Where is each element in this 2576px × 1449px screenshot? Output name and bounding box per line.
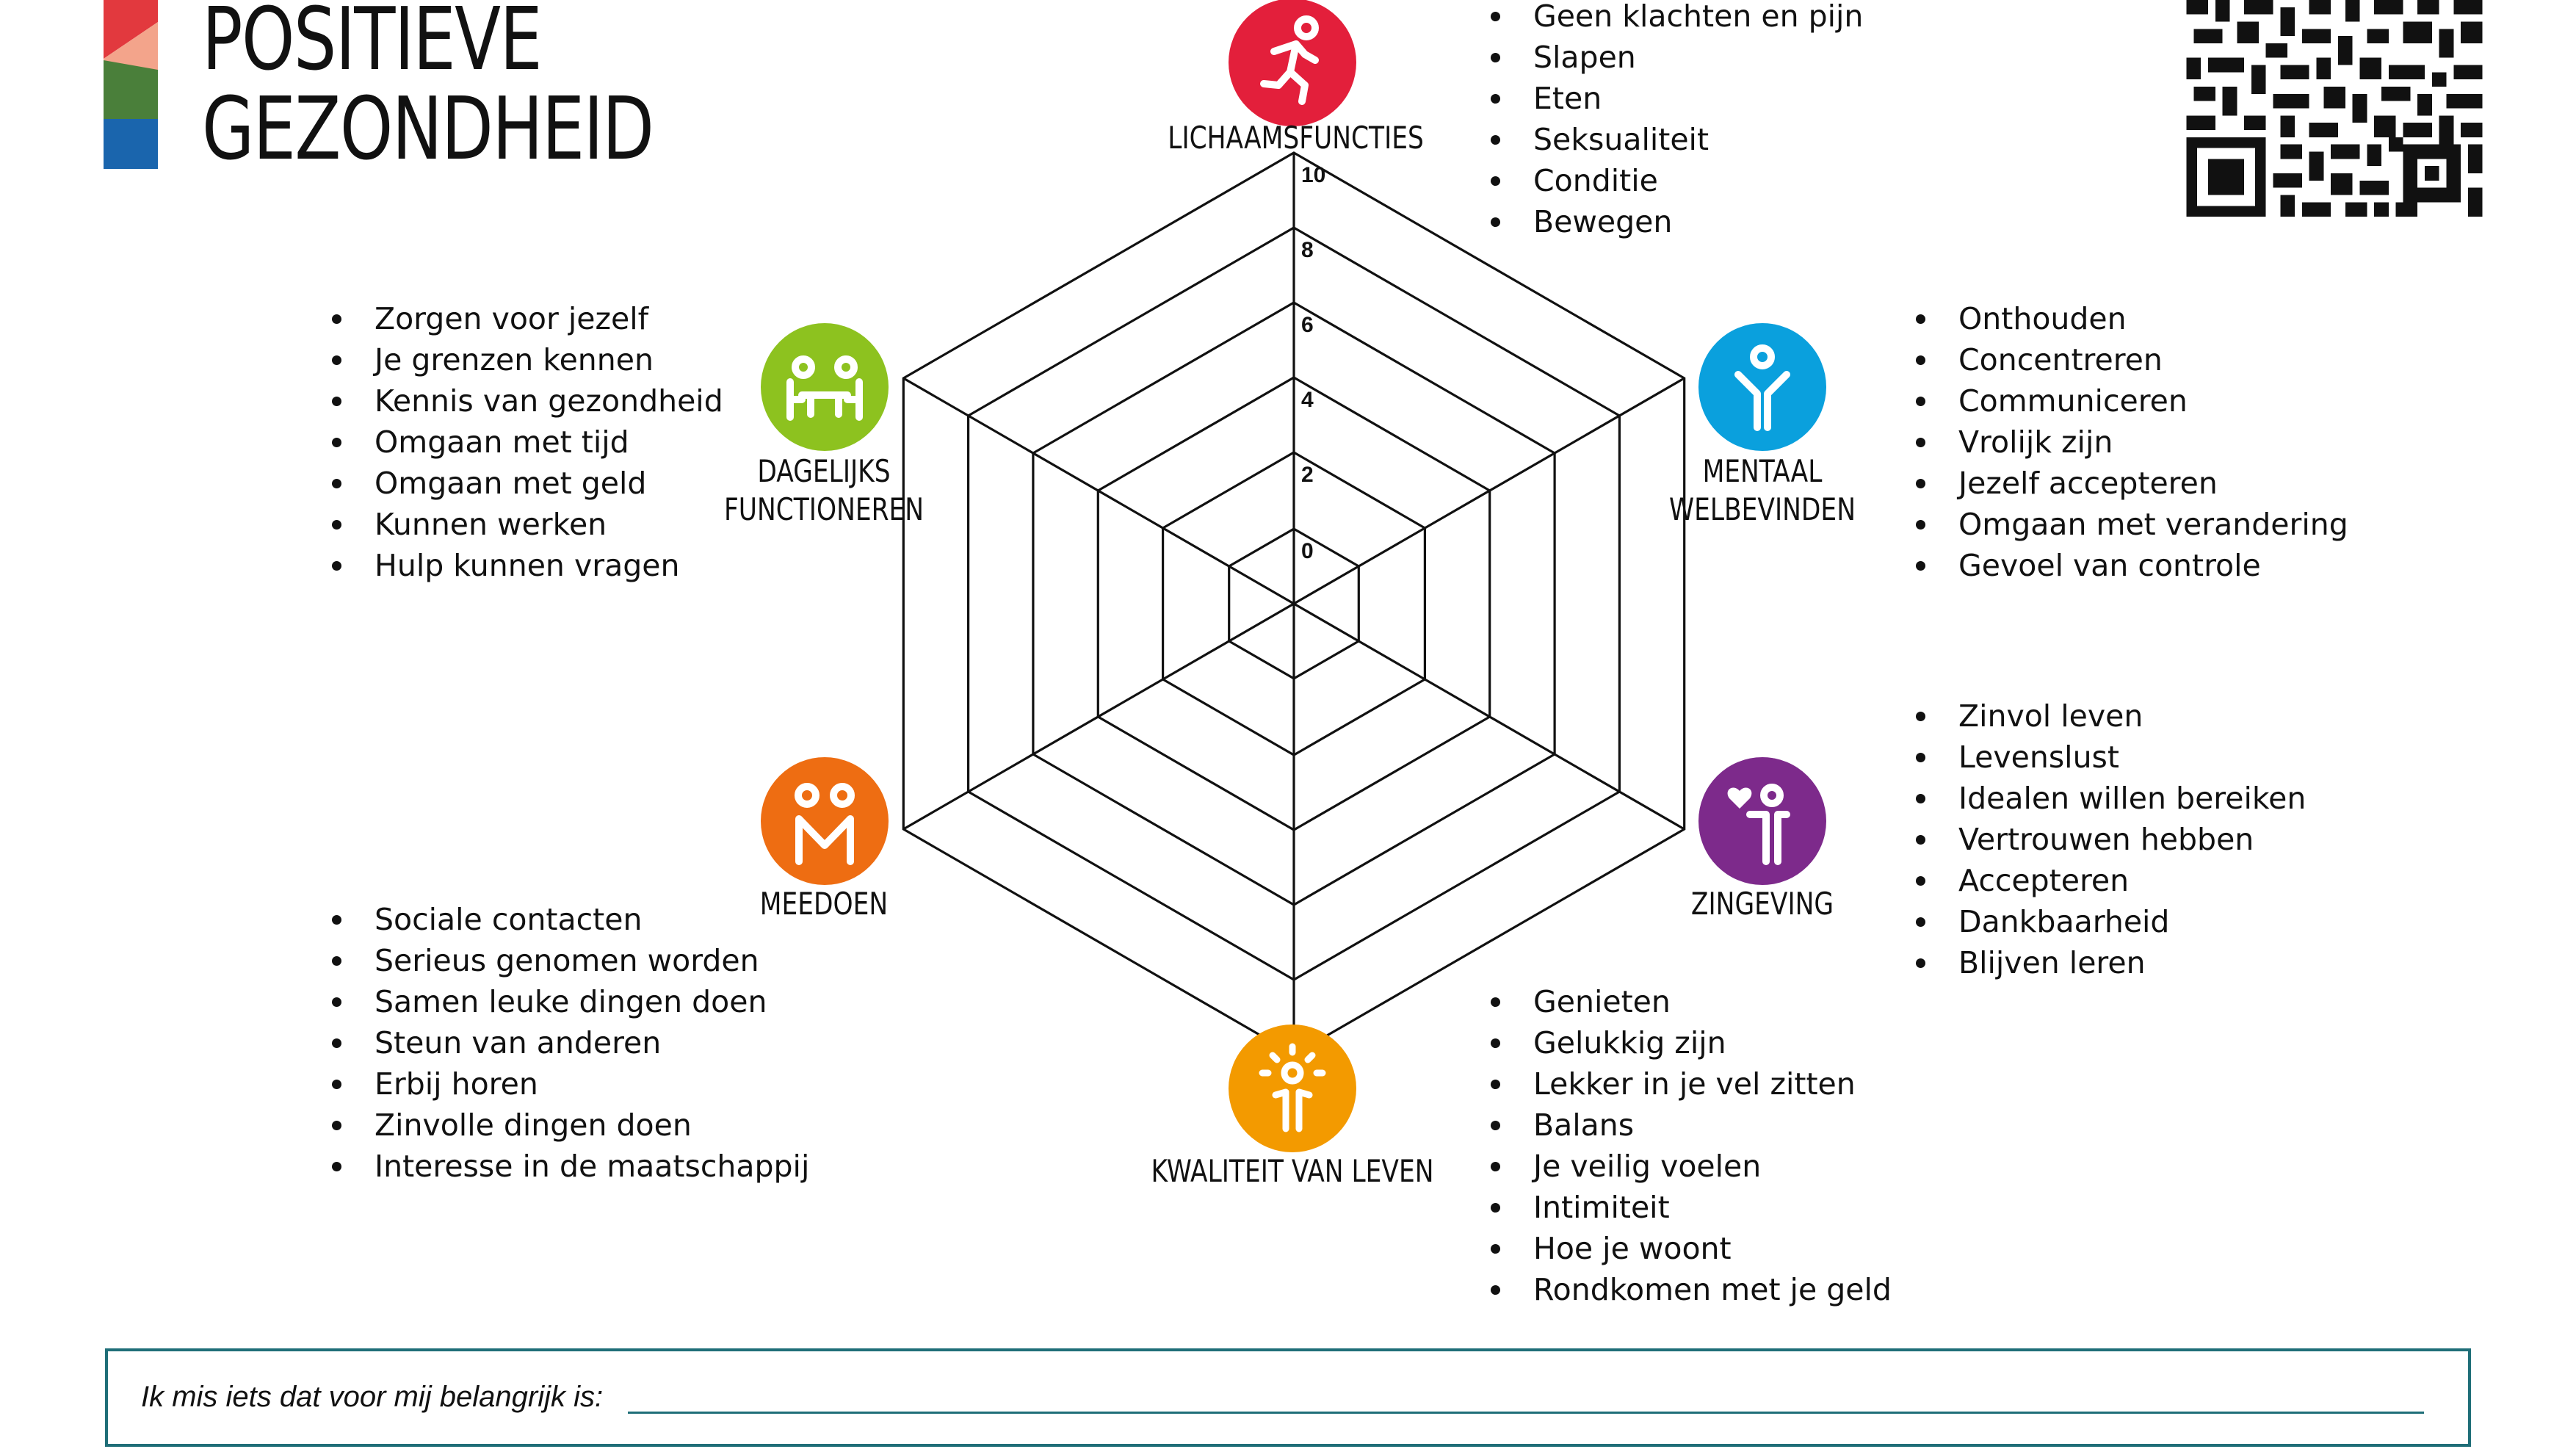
list-item: Levenslust [1910, 737, 2306, 778]
list-item: Serieus genomen worden [326, 940, 809, 981]
list-item: Steun van anderen [326, 1022, 809, 1063]
logo-green-block [104, 60, 158, 119]
list-item: Gelukkig zijn [1485, 1022, 1892, 1063]
list-item: Kennis van gezondheid [326, 380, 723, 422]
logo-blue-block [104, 119, 158, 169]
dagelijks-functioneren-label: DAGELIJKS FUNCTIONEREN [723, 453, 925, 527]
meedoen-list [326, 899, 809, 1187]
person-arms-up-icon [1698, 323, 1826, 451]
dagelijks-functioneren-icon[interactable] [761, 323, 889, 451]
list-item: Erbij horen [326, 1063, 809, 1105]
list-item: Hoe je woont [1485, 1228, 1892, 1269]
list-item: Gevoel van controle [1910, 545, 2348, 586]
list-item: Jezelf accepteren [1910, 463, 2348, 504]
list-item: Intimiteit [1485, 1187, 1892, 1228]
logo-mark [104, 0, 158, 169]
list-item: Omgaan met geld [326, 463, 723, 504]
kwaliteit-van-leven-list [1485, 981, 1892, 1310]
list-item: Dankbaarheid [1910, 901, 2306, 942]
meedoen-label: MEEDOEN [759, 886, 889, 922]
list-item: Omgaan met tijd [326, 422, 723, 463]
logo-title [202, 0, 654, 179]
list-item: Bewegen [1485, 201, 1863, 242]
list-item: Vertrouwen hebben [1910, 819, 2306, 860]
logo-line-1: POSITIEVE [202, 0, 542, 90]
scale-tick-label: 4 [1301, 388, 1314, 412]
lichaamsfuncties-icon[interactable] [1229, 0, 1356, 126]
list-item: Blijven leren [1910, 942, 2306, 983]
list-item: Zorgen voor jezelf [326, 298, 723, 339]
two-people-icon [761, 757, 889, 885]
running-person-icon [1229, 0, 1356, 126]
list-item: Je grenzen kennen [326, 339, 723, 380]
list-item: Accepteren [1910, 860, 2306, 901]
zingeving-list [1910, 695, 2306, 983]
list-item: Vrolijk zijn [1910, 422, 2348, 463]
list-item: Omgaan met verandering [1910, 504, 2348, 545]
sun-person-icon [1229, 1025, 1356, 1152]
missing-topic-answer-line[interactable] [628, 1412, 2424, 1414]
list-item: Je veilig voelen [1485, 1146, 1892, 1187]
missing-topic-box [105, 1348, 2471, 1447]
scale-tick-label: 8 [1301, 238, 1314, 262]
list-item: Slapen [1485, 37, 1863, 78]
list-item: Zinvol leven [1910, 695, 2306, 737]
scale-tick-label: 2 [1301, 463, 1314, 487]
list-item: Conditie [1485, 160, 1863, 201]
list-item: Seksualiteit [1485, 119, 1863, 160]
list-item: Concentreren [1910, 339, 2348, 380]
list-item: Genieten [1485, 981, 1892, 1022]
list-item: Hulp kunnen vragen [326, 545, 723, 586]
mentaal-welbevinden-label: MENTAAL WELBEVINDEN [1669, 453, 1856, 527]
list-item: Idealen willen bereiken [1910, 778, 2306, 819]
list-item: Geen klachten en pijn [1485, 0, 1863, 37]
list-item: Lekker in je vel zitten [1485, 1063, 1892, 1105]
mentaal-welbevinden-list [1910, 298, 2348, 586]
mentaal-welbevinden-icon[interactable] [1698, 323, 1826, 451]
dagelijks-functioneren-list [326, 298, 723, 586]
list-item: Interesse in de maatschappij [326, 1146, 809, 1187]
list-item: Sociale contacten [326, 899, 809, 940]
kwaliteit-van-leven-label: KWALITEIT VAN LEVEN [1151, 1153, 1434, 1189]
lichaamsfuncties-list [1485, 0, 1863, 242]
list-item: Zinvolle dingen doen [326, 1105, 809, 1146]
qr-code-icon[interactable] [2183, 0, 2486, 217]
list-item: Eten [1485, 78, 1863, 119]
scale-tick-label: 0 [1301, 539, 1314, 564]
zingeving-icon[interactable] [1698, 757, 1826, 885]
people-at-table-icon [761, 323, 889, 451]
zingeving-label: ZINGEVING [1690, 886, 1834, 922]
list-item: Rondkomen met je geld [1485, 1269, 1892, 1310]
missing-topic-prompt: Ik mis iets dat voor mij belangrijk is: [141, 1381, 604, 1413]
list-item: Onthouden [1910, 298, 2348, 339]
list-item: Balans [1485, 1105, 1892, 1146]
person-heart-icon [1698, 757, 1826, 885]
list-item: Communiceren [1910, 380, 2348, 422]
list-item: Kunnen werken [326, 504, 723, 545]
kwaliteit-van-leven-icon[interactable] [1229, 1025, 1356, 1152]
list-item: Samen leuke dingen doen [326, 981, 809, 1022]
meedoen-icon[interactable] [761, 757, 889, 885]
scale-tick-label: 6 [1301, 313, 1314, 337]
lichaamsfuncties-label: LICHAAMSFUNCTIES [1168, 120, 1424, 156]
logo-line-2: GEZONDHEID [202, 78, 654, 179]
scale-tick-label: 10 [1301, 163, 1326, 187]
